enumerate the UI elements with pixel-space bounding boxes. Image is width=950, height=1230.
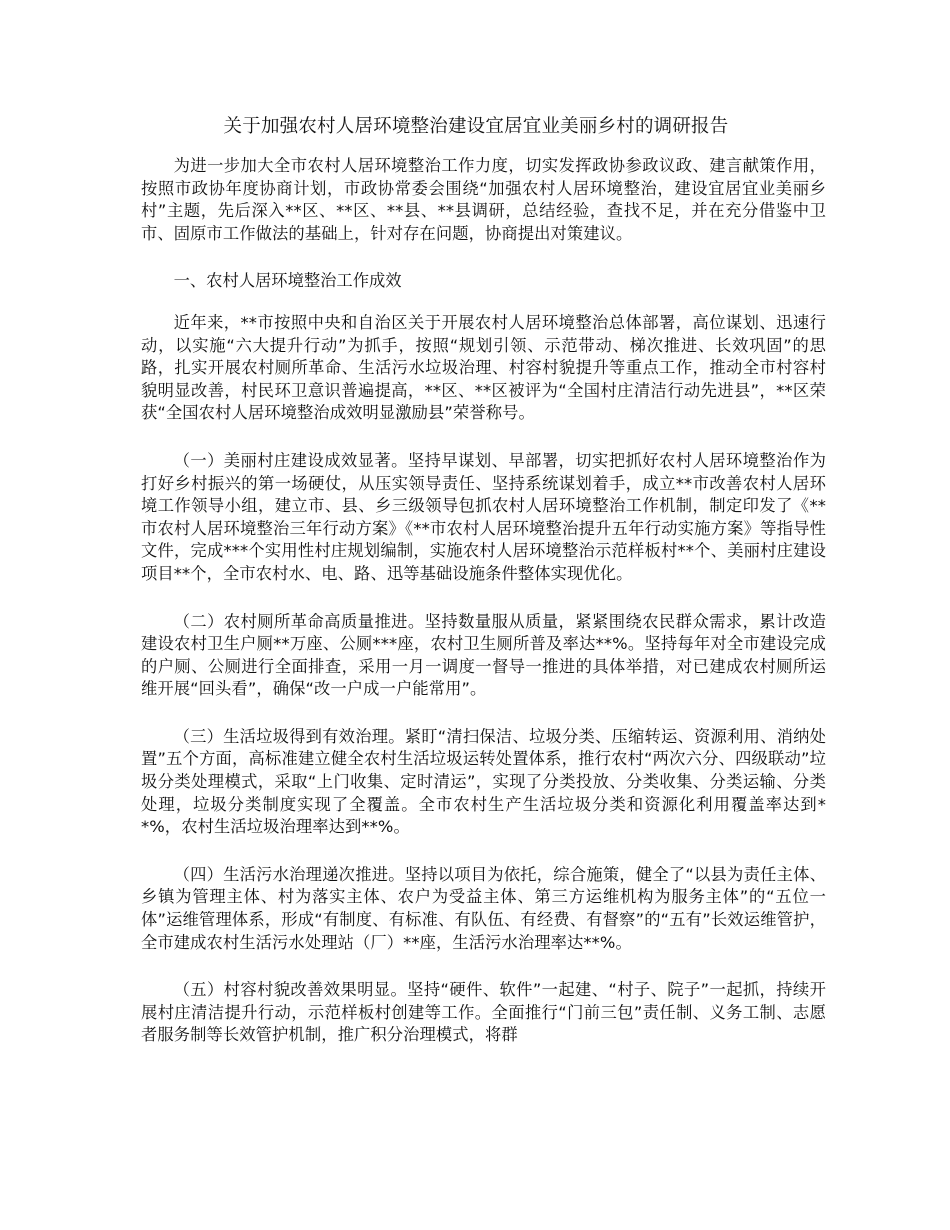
- item-paragraph-1: （一）美丽村庄建设成效显著。坚持早谋划、早部署，切实把抓好农村人居环境整治作为打好乡村振兴的第一场硬仗，从压实领导责任、坚持系统谋划着手，成立**市改善农村人居环境工作领导小组，建立市、县、乡三级领导包抓农村人居环境整治工作机制，制定印发了《**市农村人居环境整治三年行动方案》《**市农村人居环境整治提升五年行动实施方案》等指导性文件，完成***个实用性村庄规划编制，实施农村人居环境整治示范样板村**个、美丽村庄建设项目**个，全市农村水、电、路、迅等基础设施条件整体实现优化。: [141, 450, 826, 583]
- item-paragraph-5: （五）村容村貌改善效果明显。坚持“硬件、软件”一起建、“村子、院子”一起抓，持续开展村庄清洁提升行动，示范样板村创建等工作。全面推行“门前三包”责任制、义务工制、志愿者服务制等长效管护机制，推广积分治理模式，将群: [141, 980, 826, 1045]
- item-paragraph-2: （二）农村厕所革命高质量推进。坚持数量服从质量，紧紧围绕农民群众需求，累计改造建设农村卫生户厕**万座、公厕***座，农村卫生厕所普及率达**%。坚持每年对全市建设完成的户厕、公厕进行全面排查，采用一月一调度一督导一推进的具体举措，对已建成农村厕所运维开展“回头看”，确保“改一户成一户能常用”。: [141, 611, 826, 699]
- intro-paragraph: 为进一步加大全市农村人居环境整治工作力度，切实发挥政协参政议政、建言献策作用，按照市政协年度协商计划，市政协常委会围绕“加强农村人居环境整治，建设宜居宜业美丽乡村”主题，先后深入**区、**区、**县、**县调研，总结经验，查找不足，并在充分借鉴中卫市、固原市工作做法的基础上，针对存在问题，协商提出对策建议。: [141, 156, 826, 243]
- document-body: [141, 155, 826, 1072]
- document-title: 关于加强农村人居环境整治建设宜居宜业美丽乡村的调研报告: [223, 116, 729, 137]
- item-paragraph-3: （三）生活垃圾得到有效治理。紧盯“清扫保洁、垃圾分类、压缩转运、资源利用、消纳处置”五个方面，高标准建立健全农村生活垃圾运转处置体系，推行农村“两次六分、四级联动”垃圾分类处理模式，采取“上门收集、定时清运”，实现了分类投放、分类收集、分类运输、分类处理，垃圾分类制度实现了全覆盖。全市农村生产生活垃圾分类和资源化利用覆盖率达到**%，农村生活垃圾治理率达到**%。: [141, 726, 826, 837]
- item-paragraph-4: （四）生活污水治理递次推进。坚持以项目为依托，综合施策，健全了“以县为责任主体、乡镇为管理主体、村为落实主体、农户为受益主体、第三方运维机构为服务主体”的“五位一体”运维管理体系，形成“有制度、有标准、有队伍、有经费、有督察”的“五有”长效运维管护，全市建成农村生活污水处理站（厂）**座，生活污水治理率达**%。: [141, 864, 826, 952]
- overview-paragraph: 近年来，**市按照中央和自治区关于开展农村人居环境整治总体部署，高位谋划、迅速行动，以实施“六大提升行动”为抓手，按照“规划引领、示范带动、梯次推进、长效巩固”的思路，扎实开展农村厕所革命、生活污水垃圾治理、村容村貌提升等重点工作，推动全市村容村貌明显改善，村民环卫意识普遍提高，**区、**区被评为“全国村庄清洁行动先进县”，**区荣获“全国农村人居环境整治成效明显激励县”荣誉称号。: [141, 312, 826, 423]
- section-heading: 一、农村人居环境整治工作成效: [173, 271, 402, 291]
